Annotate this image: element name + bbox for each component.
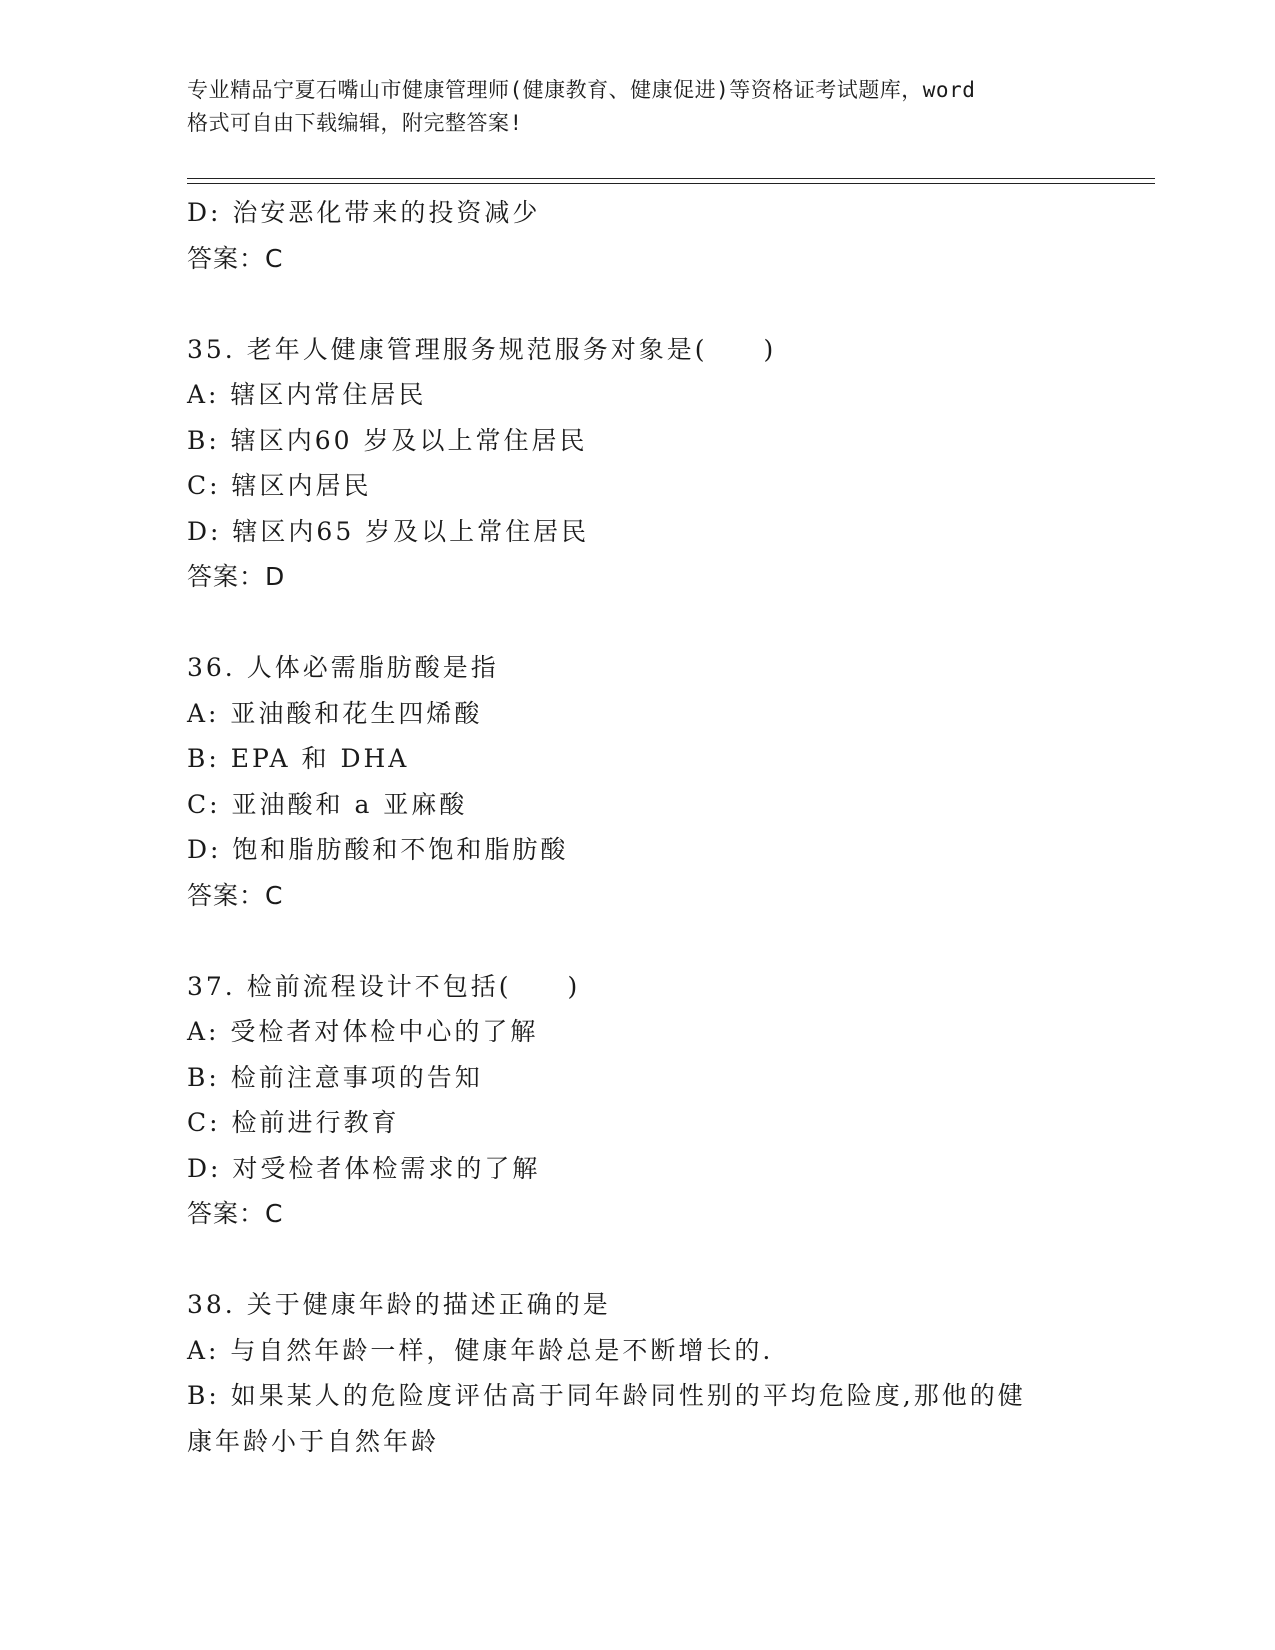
option-b: B: 如果某人的危险度评估高于同年龄同性别的平均危险度,那他的健	[187, 1381, 1026, 1410]
option-c: C: 亚油酸和 a 亚麻酸	[187, 789, 468, 819]
option-a: A: 与自然年龄一样，健康年龄总是不断增长的.	[187, 1335, 774, 1365]
question-stem: 35. 老年人健康管理服务规范服务对象是( )	[187, 334, 777, 364]
option-a: A: 亚油酸和花生四烯酸	[187, 698, 483, 728]
option-d: D: 治安恶化带来的投资减少	[187, 198, 541, 227]
question-37	[187, 964, 1087, 1237]
header-line-2: 格式可自由下载编辑，附完整答案!	[187, 111, 523, 135]
question-stem: 36. 人体必需脂肪酸是指	[187, 653, 499, 682]
answer-line: 答案：C	[187, 880, 284, 910]
document-header	[187, 74, 1087, 140]
answer-line: 答案：C	[187, 1199, 284, 1228]
question-36	[187, 645, 1087, 918]
question-35	[187, 327, 1087, 600]
question-content	[187, 190, 1087, 1464]
option-d: D: 饱和脂肪酸和不饱和脂肪酸	[187, 835, 569, 864]
option-c: C: 检前进行教育	[187, 1108, 400, 1137]
option-b: B: 辖区内60 岁及以上常住居民	[187, 425, 588, 455]
header-divider-top	[187, 178, 1155, 179]
previous-question-fragment	[187, 190, 1087, 281]
option-c: C: 辖区内居民	[187, 471, 372, 500]
option-b: B: 检前注意事项的告知	[187, 1062, 483, 1092]
header-divider-bottom	[187, 183, 1155, 184]
option-b: B: EPA 和 DHA	[187, 744, 410, 773]
answer-line: 答案：D	[187, 562, 286, 591]
answer-line: 答案：C	[187, 243, 284, 273]
question-38	[187, 1282, 1087, 1464]
option-d: D: 对受检者体检需求的了解	[187, 1153, 541, 1183]
question-stem: 37. 检前流程设计不包括( )	[187, 971, 581, 1001]
option-d: D: 辖区内65 岁及以上常住居民	[187, 516, 590, 546]
option-a: A: 辖区内常住居民	[187, 380, 427, 409]
question-stem: 38. 关于健康年龄的描述正确的是	[187, 1290, 611, 1319]
option-a: A: 受检者对体检中心的了解	[187, 1017, 539, 1046]
option-b-continued: 康年龄小于自然年龄	[187, 1426, 440, 1456]
header-line-1: 专业精品宁夏石嘴山市健康管理师(健康教育、健康促进)等资格证考试题库，word	[187, 78, 976, 102]
